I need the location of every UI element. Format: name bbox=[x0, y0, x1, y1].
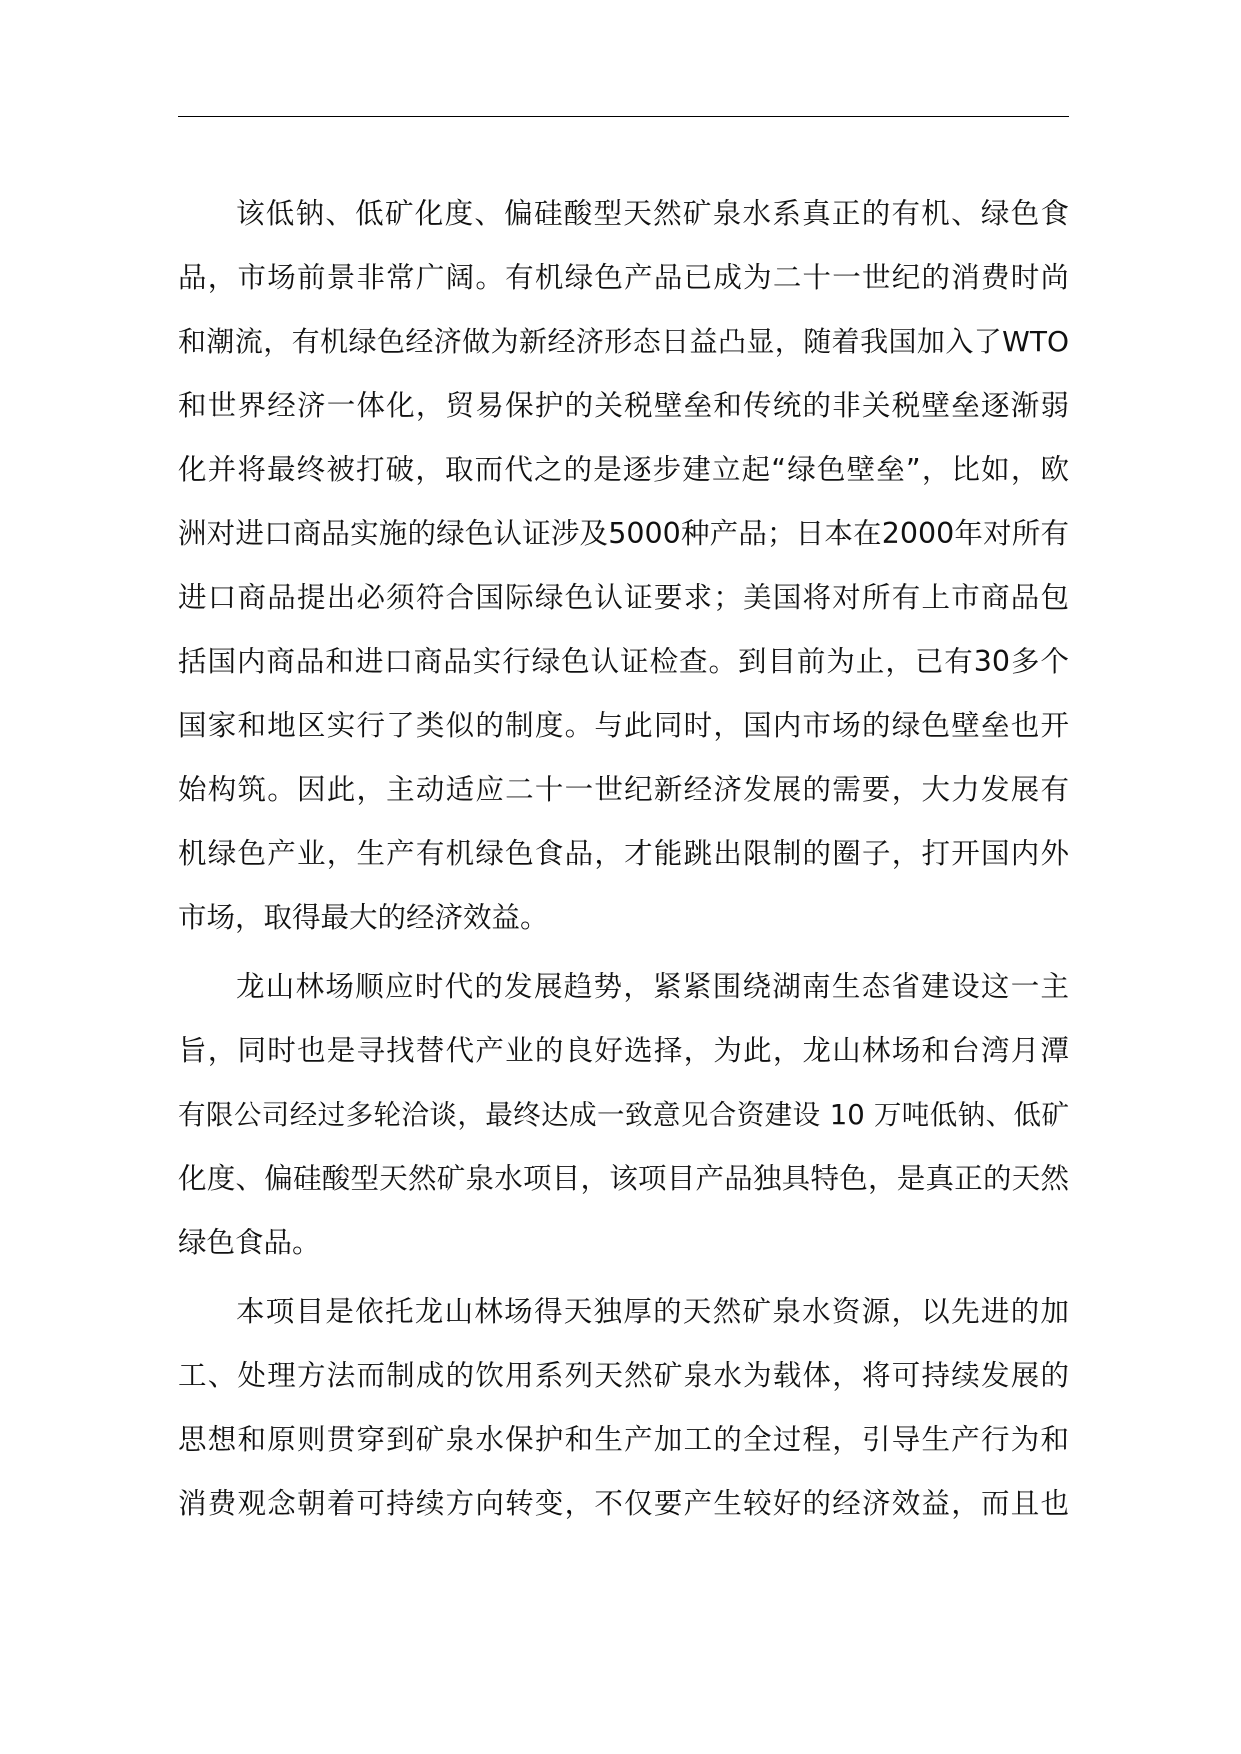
paragraph-2-line-1: 龙山林场顺应时代的发展趋势，紧紧围绕湖南生态省建设这一主 bbox=[236, 970, 1069, 1003]
paragraph-1-line-4: 和世界经济一体化，贸易保护的关税壁垒和传统的非关税壁垒逐渐弱 bbox=[178, 389, 1069, 422]
paragraph-3-line-2: 工、处理方法而制成的饮用系列天然矿泉水为载体，将可持续发展的 bbox=[178, 1359, 1069, 1392]
paragraph-1-line-1: 该低钠、低矿化度、偏硅酸型天然矿泉水系真正的有机、绿色食 bbox=[236, 197, 1069, 230]
paragraph-2-line-3: 有限公司经过多轮洽谈，最终达成一致意见合资建设 10 万吨低钠、低矿 bbox=[178, 1099, 1069, 1131]
paragraph-1-line-5: 化并将最终被打破，取而代之的是逐步建立起“绿色壁垒”，比如，欧 bbox=[178, 453, 1069, 486]
paragraph-1-line-3: 和潮流，有机绿色经济做为新经济形态日益凸显，随着我国加入了WTO bbox=[178, 325, 1069, 358]
paragraph-2-line-5: 绿色食品。 bbox=[178, 1226, 321, 1259]
paragraph-1-line-7: 进口商品提出必须符合国际绿色认证要求；美国将对所有上市商品包 bbox=[178, 581, 1069, 614]
paragraph-2-line-4: 化度、偏硅酸型天然矿泉水项目，该项目产品独具特色，是真正的天然 bbox=[178, 1162, 1069, 1195]
paragraph-3-line-1: 本项目是依托龙山林场得天独厚的天然矿泉水资源，以先进的加 bbox=[236, 1295, 1069, 1328]
paragraph-1-line-12: 市场，取得最大的经济效益。 bbox=[178, 901, 549, 934]
paragraph-3-line-3: 思想和原则贯穿到矿泉水保护和生产加工的全过程，引导生产行为和 bbox=[178, 1423, 1069, 1456]
paragraph-2-line-2: 旨，同时也是寻找替代产业的良好选择，为此，龙山林场和台湾月潭 bbox=[178, 1034, 1069, 1067]
paragraph-1-line-11: 机绿色产业，生产有机绿色食品，才能跳出限制的圈子，打开国内外 bbox=[178, 837, 1069, 870]
paragraph-1-line-8: 括国内商品和进口商品实行绿色认证检查。到目前为止，已有30多个 bbox=[178, 645, 1069, 678]
paragraph-1-line-9: 国家和地区实行了类似的制度。与此同时，国内市场的绿色壁垒也开 bbox=[178, 709, 1069, 742]
paragraph-1-line-2: 品，市场前景非常广阔。有机绿色产品已成为二十一世纪的消费时尚 bbox=[178, 261, 1069, 294]
paragraph-1-line-6: 洲对进口商品实施的绿色认证涉及5000种产品；日本在2000年对所有 bbox=[178, 517, 1069, 550]
paragraph-1-line-10: 始构筑。因此，主动适应二十一世纪新经济发展的需要，大力发展有 bbox=[178, 773, 1069, 806]
header-rule bbox=[178, 116, 1069, 117]
paragraph-3-line-4: 消费观念朝着可持续方向转变，不仅要产生较好的经济效益，而且也 bbox=[178, 1487, 1069, 1520]
